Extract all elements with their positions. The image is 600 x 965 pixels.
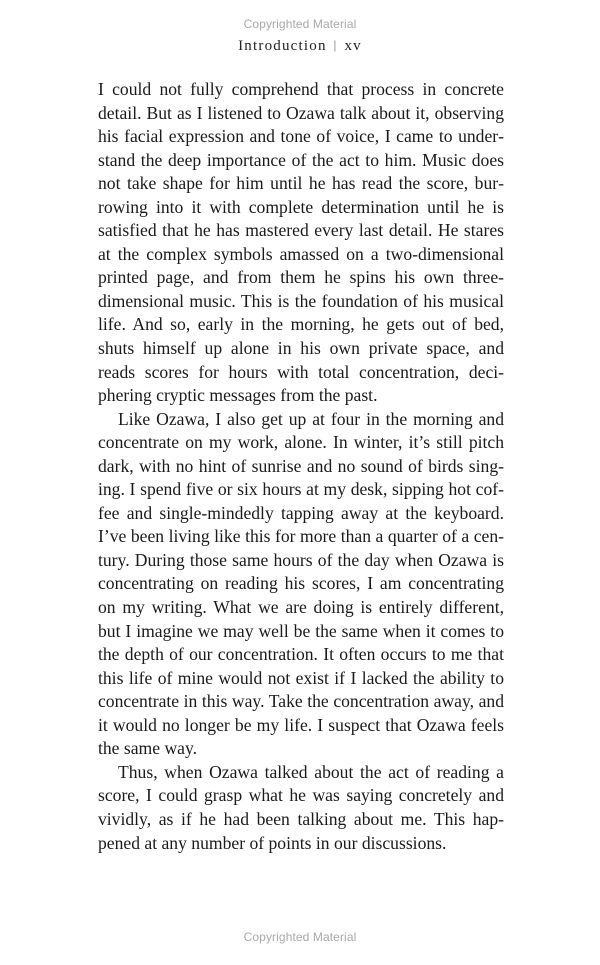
body-text — [98, 78, 504, 855]
page-number: xv — [344, 38, 362, 54]
header-separator: | — [333, 37, 338, 52]
running-head — [0, 38, 600, 55]
paragraph-1: I could not fully comprehend that process in concrete detail. But as I listened to Ozawa talk about it, observing his facial expression and tone of voice, I came to understand the deep importance of the act to him. Music does not take shape for him until he has read the score, burrowing into it with complete determination until he is satisfied that he has mastered every last detail. He stares at the complex symbols amassed on a two-dimensional printed page, and from them he spins his own three-dimensional music. This is the foundation of his musical life. And so, early in the morning, he gets out of bed, shuts himself up alone in his own private space, and reads scores for hours with total concentration, deciphering cryptic messages from the past. — [98, 79, 504, 406]
copyright-watermark-top: Copyrighted Material — [243, 17, 357, 31]
paragraph-3: Thus, when Ozawa talked about the act of reading a score, I could grasp what he was saying concretely and vividly, as if he had been talking about me. This happened at any number of points in our discussions. — [98, 761, 504, 853]
paragraph-2: Like Ozawa, I also get up at four in the morning and concentrate on my work, alone. In winter, it’s still pitch dark, with no hint of sunrise and no sound of birds singing. I spend five or six hours at my desk, sipping hot coffee and single-mindedly tapping away at the keyboard. I’ve been living like this for more than a quarter of a century. During those same hours of the day when Ozawa is concentrating on reading his scores, I am concentrating on my writing. What we are doing is entirely different, but I imagine we may well be the same when it comes to the depth of our concentration. It often occurs to me that this life of mine would not exist if I lacked the ability to concentrate in this way. Take the concentration away, and it would no longer be my life. I suspect that Ozawa feels the same way. — [98, 408, 504, 759]
copyright-watermark-bottom: Copyrighted Material — [243, 930, 357, 944]
section-title: Introduction — [238, 38, 327, 54]
